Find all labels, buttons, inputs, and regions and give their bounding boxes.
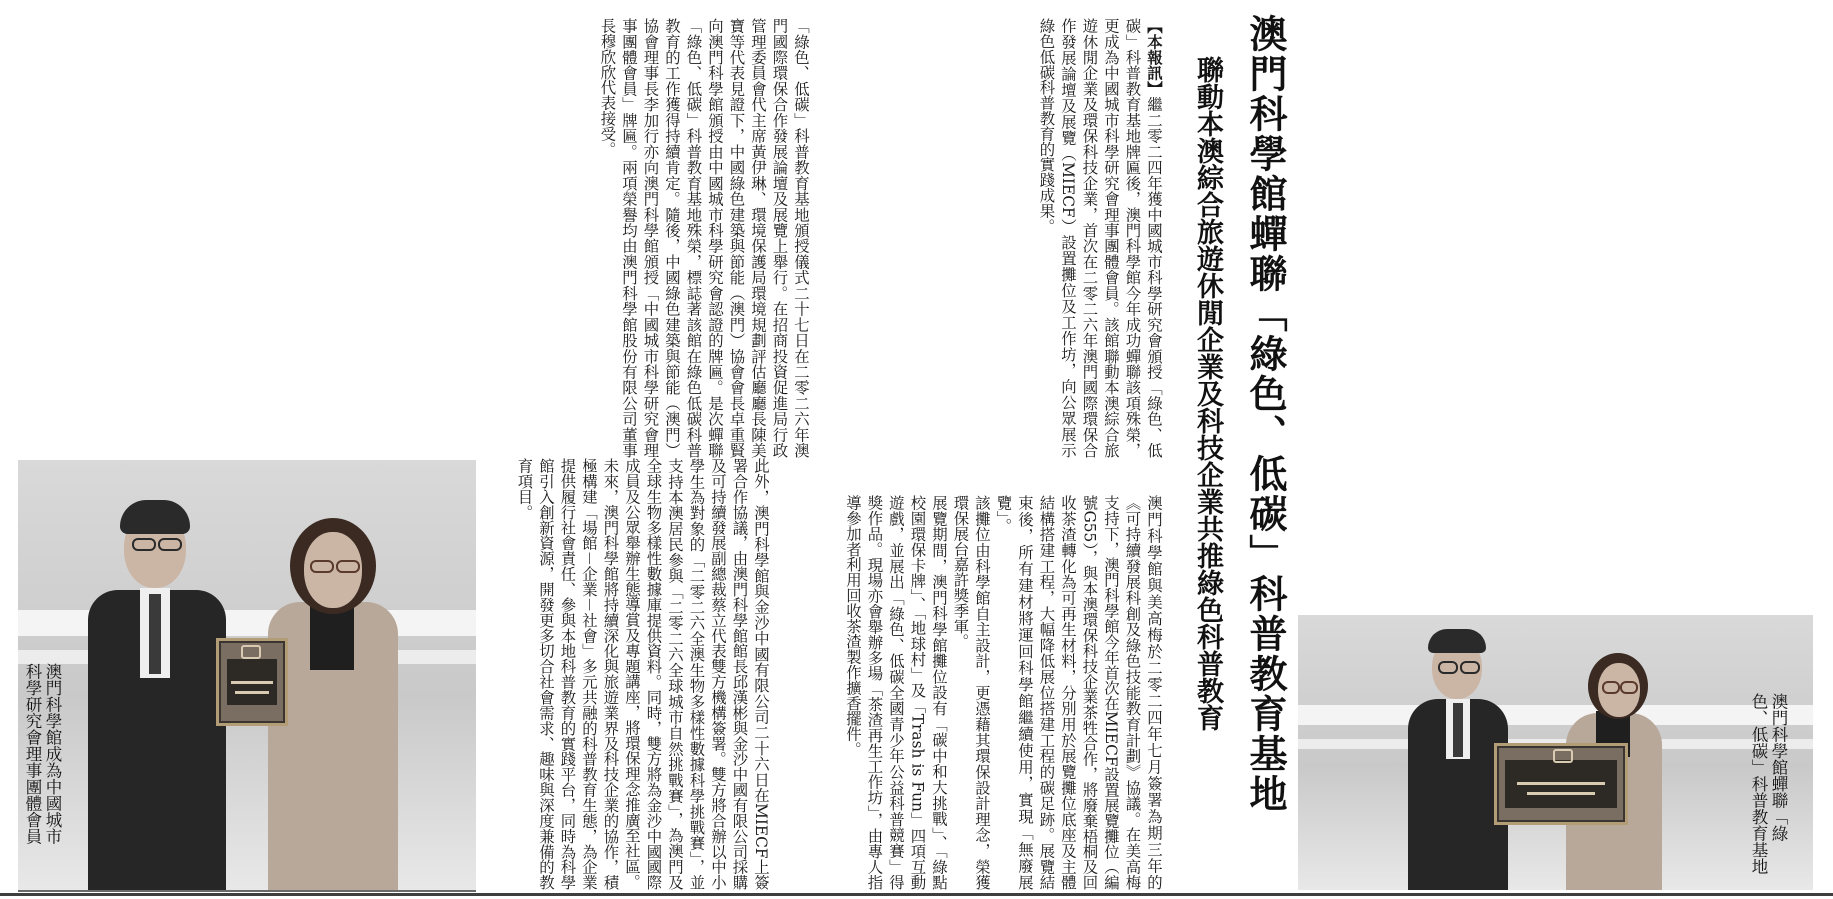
caption-left-photo: 澳門科學館成為中國城市 科學研究會理事團體會員: [23, 663, 62, 845]
page-bottom-rule: [0, 893, 1833, 896]
headline-sub: 聯動本澳綜合旅遊休閒企業及科技企業共推綠色科普教育: [1192, 56, 1223, 731]
photo-underline: [18, 890, 476, 892]
article-paragraph-intro: 繼二零二四年獲中國城市科學研究會頒授「綠色、低碳」科普教育基地牌匾後，澳門科學館今年成功蟬聯該項殊榮，更成為中國城市科學研究會理事團體會員。該館聯動本澳綜合旅遊休閒企業及環保科技企業，首次在二零二六年澳門國際環保合作發展論壇及展覽（MIECF）設置攤位及工作坊，向公眾展示綠色低碳科普教育的實踐成果。: [1037, 18, 1163, 458]
award-plaque: [1494, 743, 1628, 825]
award-plaque: [216, 638, 288, 726]
headline-main: 澳門科學館蟬聯「綠色、低碳」科普教育基地: [1243, 14, 1288, 814]
article-column-cooperation: 此外，澳門科學館與金沙中國有限公司二十六日在MIECF上簽署合作協議，由澳門科學館館長邱漢彬與金沙中國有限公司採購及可持續發展副總裁蔡立代表雙方機構簽署。雙方將合辦以中小學生為對象的「二零二六全澳生物多樣性數據科學挑戰賽」，並支持本澳居民參與「二零二六全球城市自然挑戰賽」，為澳門及全球生物多樣性數據庫提供資料。同時，雙方將為金沙中國國際成員及公眾舉辦生態導賞及專題講座，將環保理念推廣至社區。 未來，澳門科學館將持續深化與旅遊業界及科技企業的協作，積極構建「場館－企業－社會」多元共融的科普教育生態，為企業提供履行社會責任、參與本地科普教育的實踐平台，同時為科學館引入創新資源，開發更多切合社會需求、趣味與深度兼備的教育項目。: [515, 458, 770, 890]
article-column-intro: [819, 18, 1164, 458]
photo-green-base-plaque: [1298, 615, 1813, 890]
photo-membership-plaque: [18, 460, 476, 890]
article-column-exhibition: 澳門科學館與美高梅於二零二四年七月簽署為期三年的《可持續發展科創及綠色技能教育計劃》協議。在美高梅支持下，澳門科學館今年首次在MIECF設置展覽攤位（編號G55），與本澳環保科技企業茶牲合作，將廢棄梧桐及回收茶渣轉化為可再生材料，分別用於展覽攤位底座及主體結構搭建工程，大幅降低展位搭建工程的碳足跡。展覽結束後，所有建材將運回科學館繼續使用，實現「無廢展覽」。 該攤位由科學館自主設計，更憑藉其環保設計理念，榮獲環保展台嘉許獎季軍。 展覽期間，澳門科學館攤位設有「碳中和大挑戰」、「綠點校園環保卡牌」、「地球村」及「Trash is Fun」四項互動遊戲，並展出「綠色、低碳全國青少年公益科普競賽」得獎作品。現場亦會舉辦多場「茶渣再生工作坊」，由專人指導參加者利用回收茶渣製作擴香擺件。: [844, 495, 1163, 890]
news-source-tag: 【本報訊】: [1145, 18, 1163, 97]
article-column-ceremony: 「綠色、低碳」科普教育基地頒授儀式二十七日在二零二六年澳門國際環保合作發展論壇及展覽上舉行。在招商投資促進局行政管理委員會代主席黃伊琳、環境保護局環境規劃評估廳廳長陳美寶等代表見證下，中國綠色建築與節能（澳門）協會會長卓重賢向澳門科學館頒授由中國城市科學研究會認證的牌匾。是次蟬聯「綠色、低碳」科普教育基地殊榮，標誌著該館在綠色低碳科普教育的工作獲得持續肯定。隨後，中國綠色建築與節能（澳門）協會理事長李加行亦向澳門科學館頒授「中國城市科學研究會理事團體會員」牌匾。兩項榮譽均由澳門科學館股份有限公司董事長穆欣欣代表接受。: [598, 18, 810, 458]
caption-right-photo: 澳門科學館蟬聯「綠 色、低碳」科普教育基地: [1749, 693, 1788, 875]
